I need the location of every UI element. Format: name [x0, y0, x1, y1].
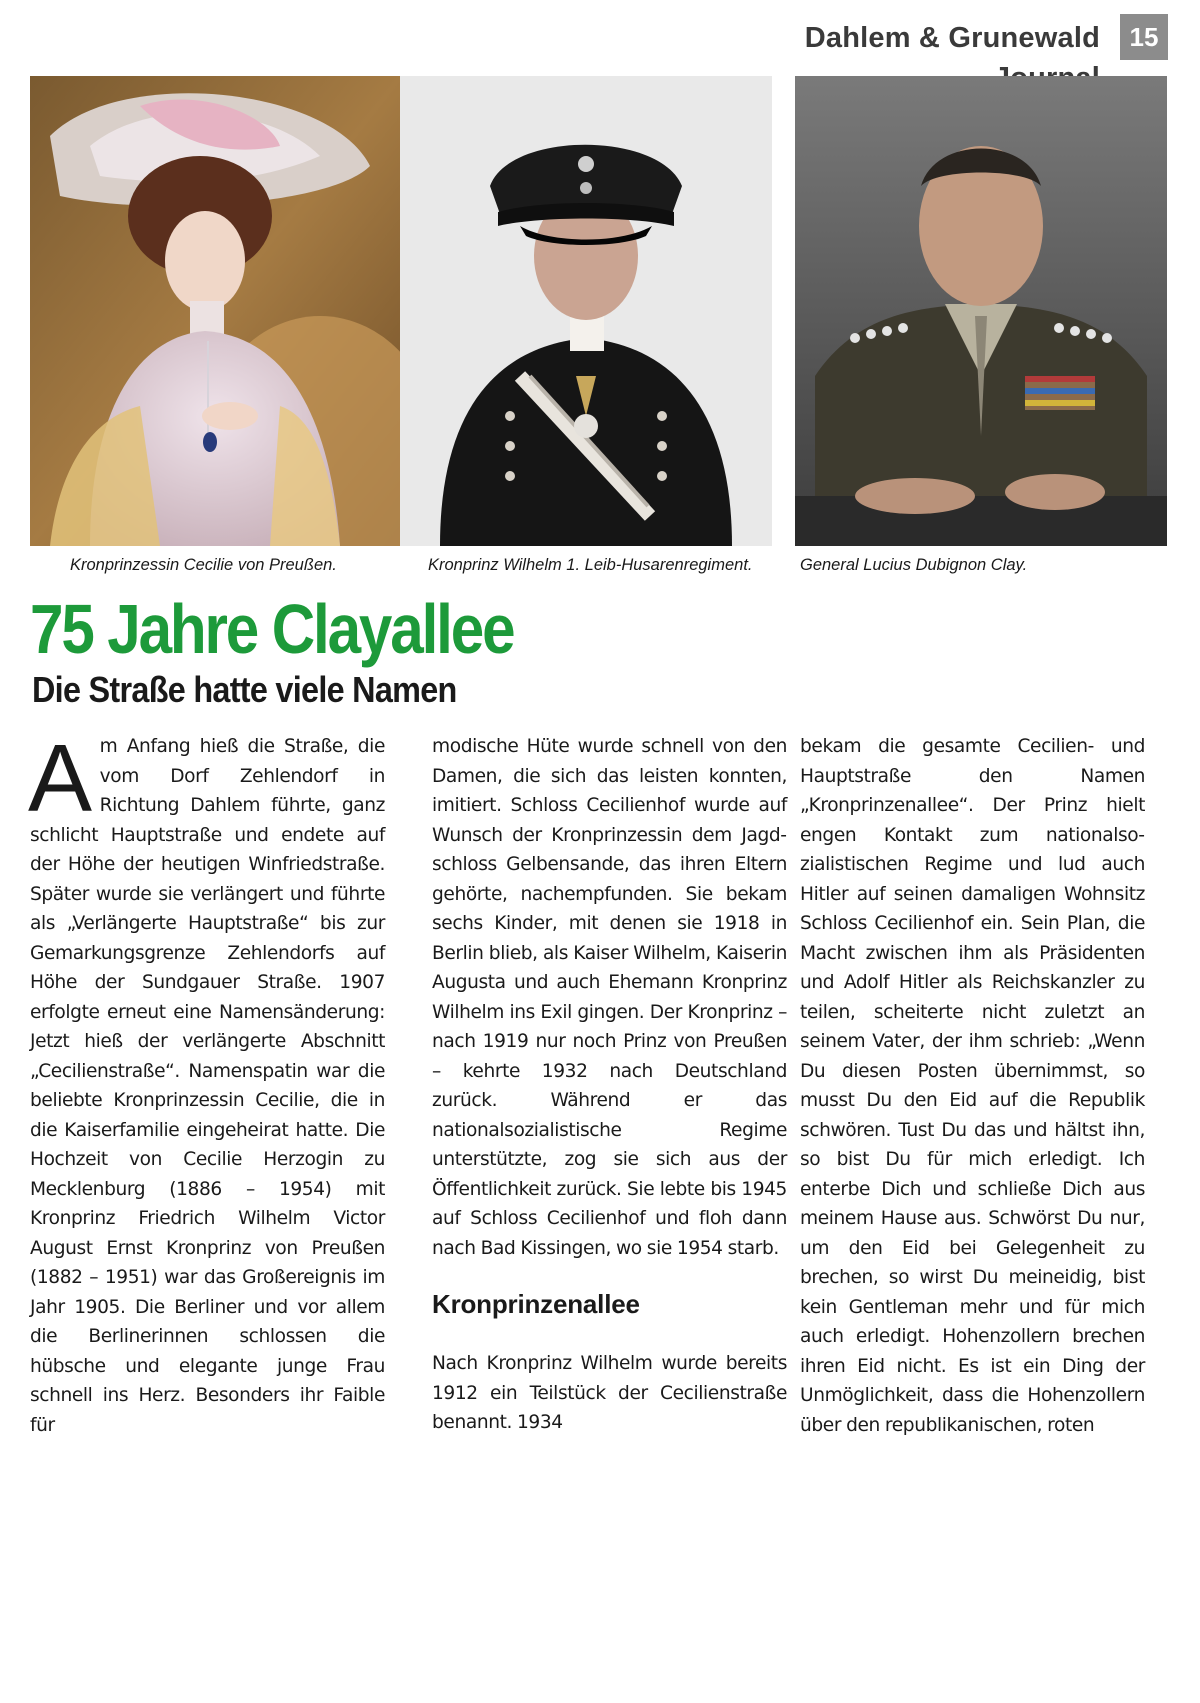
portrait-painting-image [30, 76, 402, 546]
article-column-2 [432, 732, 787, 1438]
portrait-uniform-image [400, 76, 772, 546]
section-heading-kronprinzenallee: Kronprinzenallee [432, 1289, 640, 1319]
column-1-text: m Anfang hieß die Straße, die vom Dorf Zehlendorf in Richtung Dahlem führte, ganz schlicht Hauptstraße und endete auf der Höhe der heutigen Winfriedstraße. Später wurde sie verlängert und führte als „Verlängerte Hauptstraße“ bis zur Gemarkungsgrenze Zehlendorfs auf Höhe der Sundgauer Straße. 1907 erfolgte erneut eine Namensänderung: Jetzt hieß der verlängerte Abschnitt „Cecilienstraße“. Namenspatin war die beliebte Kronprinzessin Cecilie, die in die Kaiserfamilie eingeheirat hatte. Die Hochzeit von Cecilie Herzogin zu Mecklenburg (1886 – 1954) mit Kronprinz Friedrich Wilhelm Victor August Ernst Kronprinz von Preußen (1882 – 1951) war das Großereignis im Jahr 1905. Die Berliner und vor allem die Berlinerinnen schlossen die hübsche und elegante junge Frau schnell ins Herz. Besonders ihr Faible für [30, 736, 385, 1436]
page-number: 15 [1120, 14, 1168, 60]
article-column-3 [800, 732, 1145, 1440]
portrait-photo-kronprinz [400, 76, 772, 546]
column-3-text: bekam die gesamte Cecilien- und Hauptstraße den Namen „Kronprinzenallee“. Der Prinz hielt engen Kontakt zum nationalsozialistischen Regime und lud auch Hitler auf seinen damaligen Wohnsitz Schloss Cecilienhof ein. Sein Plan, die Macht zwischen ihm als Präsidenten und Adolf Hitler als Reichskanzler zu teilen, scheiterte nicht zuletzt an seinem Vater, der ihm schrieb: „Wenn Du diesen Posten übernimmst, so musst Du den Eid auf die Republik schwören. Tust Du das und hältst ihn, so bist Du für mich erledigt. Ich enterbe Dich und schließe Dich aus meinem Hause aus. Schwörst Du nur, um den Eid bei Gelegenheit zu brechen, so wirst Du meineidig, bist kein Gentleman mehr und für mich auch erledigt. Hohenzollern brechen ihren Eid nicht. Es ist ein Ding der Unmöglichkeit, dass die Hohenzollern über den republikanischen, roten [800, 736, 1145, 1436]
column-2-text-b: Nach Kronprinz Wilhelm wurde bereits 1912 ein Teilstück der Cecilienstraße benannt. 1934 [432, 1353, 787, 1433]
article-column-1 [28, 725, 385, 1440]
article-subtitle: Die Straße hatte viele Namen [32, 669, 457, 710]
article-title: 75 Jahre Clayallee [30, 590, 514, 668]
column-2-text: modische Hüte wurde schnell von den Damen, die sich das leisten konnten, imitiert. Schloss Cecilienhof wurde auf Wunsch der Kronprinzessin dem Jagdschloss Gelbensande, das ihren Eltern gehörte, nachempfunden. Sie bekam sechs Kinder, mit denen sie 1918 in Berlin blieb, als Kaiser Wilhelm, Kaiserin Augusta und auch Ehemann Kronprinz Wilhelm ins Exil gingen. Der Kronprinz – nach 1919 nur noch Prinz von Preußen – kehrte 1932 nach Deutschland zurück. Während er das nationalsozialistische Regime unterstützte, zog sie sich aus der Öffentlichkeit zurück. Sie lebte bis 1945 auf Schloss Cecilienhof und floh dann nach Bad Kissingen, wo sie 1954 starb. [432, 736, 787, 1259]
journal-title: Dahlem & Grunewald [804, 22, 1100, 54]
portrait-photo-general-clay [795, 76, 1167, 546]
portrait-photo-cecilie [30, 76, 402, 546]
portrait-general-image [795, 76, 1167, 546]
photo-caption-2: Kronprinz Wilhelm 1. Leib-Husarenregiment. [428, 556, 753, 574]
photo-caption-1: Kronprinzessin Cecilie von Preußen. [70, 556, 337, 574]
drop-cap: A [28, 725, 92, 832]
photo-caption-3: General Lucius Dubignon Clay. [800, 556, 1028, 574]
